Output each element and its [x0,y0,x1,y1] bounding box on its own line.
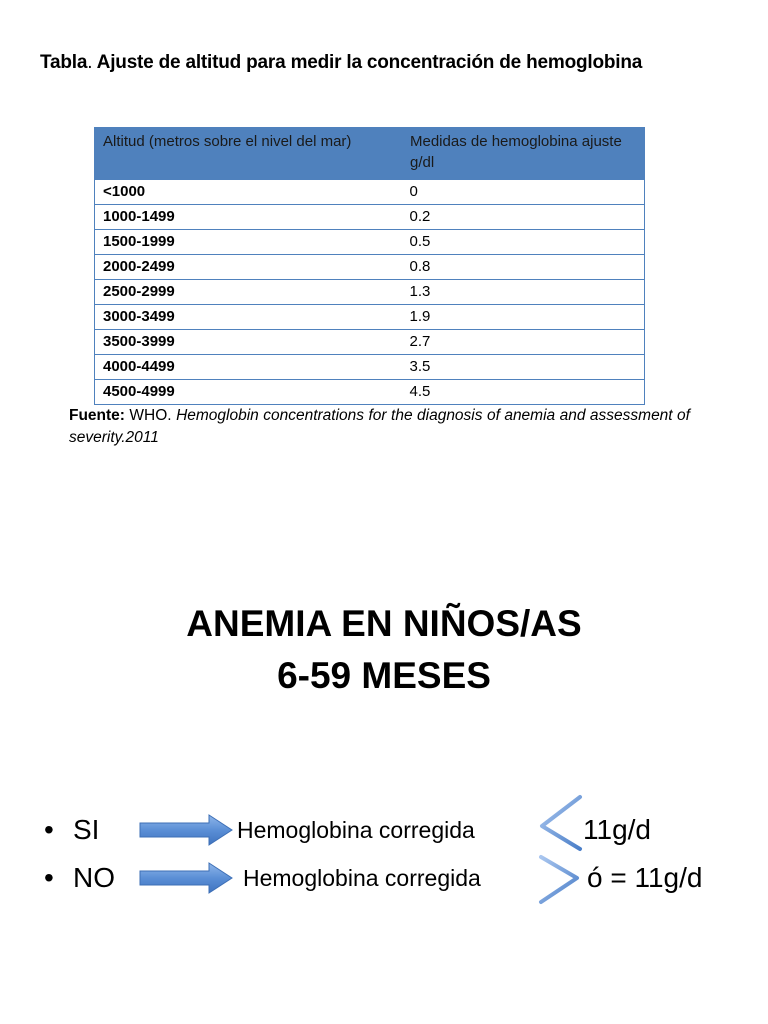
table-row [95,305,645,330]
adjustment-cell: 0.5 [402,230,645,255]
bullet-value: 11g/d [583,814,651,845]
table-header-row [95,128,645,180]
table-row [95,255,645,280]
table-row [95,230,645,255]
source-org: WHO. [124,407,177,424]
altitude-adjustment-table [94,127,645,405]
less-than-icon [536,794,584,852]
bullet-dot: • [44,814,54,845]
header-adjustment: Medidas de hemoglobina ajuste g/dl [402,128,645,180]
adjustment-cell: 0.8 [402,255,645,280]
altitude-cell: 4500-4999 [95,380,402,405]
altitude-cell: 3500-3999 [95,330,402,355]
caption-lead: Tabla [40,52,88,73]
table-row [95,330,645,355]
bullet-si [40,810,740,860]
caption-title: Ajuste de altitud para medir la concentración de hemoglobina [92,52,643,73]
table-row [95,380,645,405]
altitude-cell: 1500-1999 [95,230,402,255]
adjustment-cell: 4.5 [402,380,645,405]
table-row [95,355,645,380]
header-altitude: Altitud (metros sobre el nivel del mar) [95,128,402,180]
table-row [95,180,645,205]
right-arrow-icon [139,862,233,894]
section-heading [0,598,768,702]
heading-line-2: 6-59 MESES [277,655,491,696]
bullet-no [40,858,740,908]
source-title: Hemoglobin concentrations for the diagnosis of anemia and assessment of severity.2011 [69,407,690,446]
bullet-value: ó = 11g/d [587,862,703,893]
adjustment-cell: 1.3 [402,280,645,305]
adjustment-cell: 3.5 [402,355,645,380]
adjustment-cell: 0 [402,180,645,205]
altitude-cell: 3000-3499 [95,305,402,330]
source-label: Fuente: [69,407,125,424]
bullet-text: Hemoglobina corregida [243,865,481,891]
caption-separator: . [87,52,93,73]
adjustment-cell: 0.2 [402,205,645,230]
adjustment-cell: 1.9 [402,305,645,330]
table-caption [40,52,642,74]
table-row [95,205,645,230]
bullet-text: Hemoglobina corregida [237,817,475,843]
bullet-key: SI [73,814,100,845]
bullet-dot: • [44,862,54,893]
altitude-cell: 2000-2499 [95,255,402,280]
adjustment-cell: 2.7 [402,330,645,355]
table-row [95,280,645,305]
altitude-cell: 1000-1499 [95,205,402,230]
right-arrow-icon [139,814,233,846]
altitude-cell: <1000 [95,180,402,205]
bullet-key: NO [73,862,115,893]
altitude-cell: 4000-4499 [95,355,402,380]
heading-line-1: ANEMIA EN NIÑOS/AS [186,603,582,644]
source-citation [69,405,690,449]
altitude-cell: 2500-2999 [95,280,402,305]
greater-than-icon [537,854,583,906]
